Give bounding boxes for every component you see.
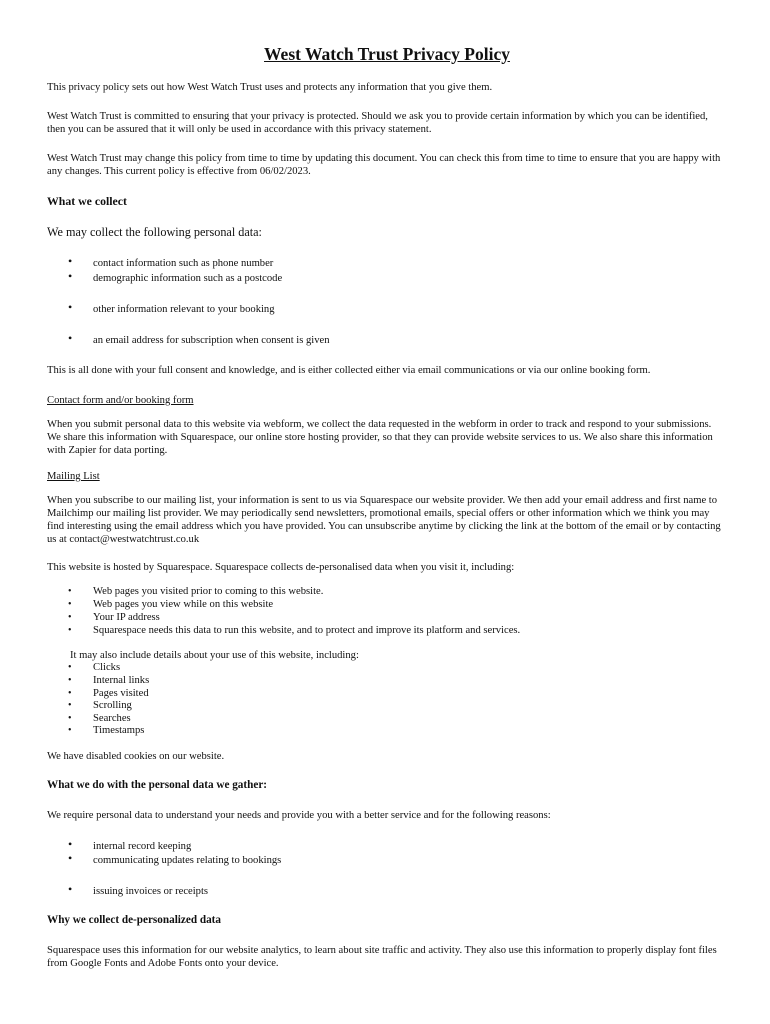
list-item: • demographic information such as a postcode [68,269,283,284]
list-item: • Internal links [68,675,150,686]
bullet-icon: • [68,599,72,610]
why-collect-body: Squarespace uses this information for our website analytics, to learn about site traffic and activity. They also use this information to properly display font files from Google Fonts and Adobe Fonts onto your device. [47,945,717,969]
list-item: • issuing invoices or receipts [68,882,209,897]
page-title: West Watch Trust Privacy Policy [264,44,510,64]
bullet-icon: • [68,331,73,345]
mailing-list-body: When you subscribe to our mailing list, your information is sent to us via Squarespace our website provider. We then add your email address and first name to Mailchimp our mailing list provider. We may periodically send newsletters, promotional emails, special offers or other information which we think you may find interesting using the email address which you have provided. You can unsubscribe anytime by clicking the link at the bottom of the email or by contacting us at contact@westwatchtrust.co.uk [47,495,721,545]
bullet-icon: • [68,300,73,314]
list-item: • Scrolling [68,700,132,711]
list-item: • Your IP address [68,612,160,623]
mailing-list-heading: Mailing List [47,471,100,482]
intro-paragraph-3: West Watch Trust may change this policy from time to time by updating this document. You can check this from time to time to ensure that you are happy with any changes. This current policy is effective from 06/02/2023. [47,153,721,177]
bullet-icon: • [68,675,72,686]
bullet-icon: • [68,851,73,865]
bullet-icon: • [68,725,72,736]
list-item: • Web pages you view while on this website [68,599,274,610]
list-item: • contact information such as phone number [68,254,274,269]
list-item: • Web pages you visited prior to coming to this website. [68,586,324,597]
bullet-icon: • [68,254,73,268]
intro-paragraph-1: This privacy policy sets out how West Watch Trust uses and protects any information that you give them. [47,82,493,93]
bullet-icon: • [68,269,73,283]
bullet-icon: • [68,713,72,724]
list-item: • internal record keeping [68,837,192,852]
list-item: • communicating updates relating to bookings [68,851,282,866]
collect-lead: We may collect the following personal data: [47,225,262,239]
bullet-icon: • [68,882,73,896]
list-item: • Timestamps [68,725,145,736]
contact-form-body: When you submit personal data to this website via webform, we collect the data requested in the webform in order to track and respond to your submissions. We share this information with Squarespace, our online store hosting provider, so that they can provide website services to us. We also share this information with Zapier for data porting. [47,419,713,456]
data-use-heading: What we do with the personal data we gather: [47,779,268,791]
bullet-icon: • [68,662,72,673]
bullet-icon: • [68,612,72,623]
cookies-note: We have disabled cookies on our website. [47,751,225,762]
bullet-icon: • [68,688,72,699]
list-item: • other information relevant to your booking [68,300,275,315]
hosting-intro: This website is hosted by Squarespace. Squarespace collects de-personalised data when you visit it, including: [47,562,515,573]
usage-intro: It may also include details about your use of this website, including: [70,650,359,661]
contact-form-heading: Contact form and/or booking form [47,395,194,406]
list-item: • Searches [68,713,131,724]
bullet-icon: • [68,700,72,711]
list-item: • Squarespace needs this data to run this website, and to protect and improve its platform and services. [68,625,521,636]
collect-note: This is all done with your full consent and knowledge, and is either collected either via email communications or via our online booking form. [47,365,651,376]
list-item: • Pages visited [68,688,149,699]
intro-paragraph-2: West Watch Trust is committed to ensuring that your privacy is protected. Should we ask you to provide certain information by which you can be identified, then you can be assured that it will only be used in accordance with this privacy statement. [47,111,708,135]
bullet-icon: • [68,625,72,636]
bullet-icon: • [68,586,72,597]
why-collect-heading: Why we collect de-personalized data [47,914,222,926]
what-we-collect-heading: What we collect [47,194,127,208]
list-item: • Clicks [68,662,121,673]
data-use-lead: We require personal data to understand your needs and provide you with a better service and for the following reasons: [47,810,551,821]
list-item: • an email address for subscription when consent is given [68,331,330,346]
bullet-icon: • [68,837,73,851]
